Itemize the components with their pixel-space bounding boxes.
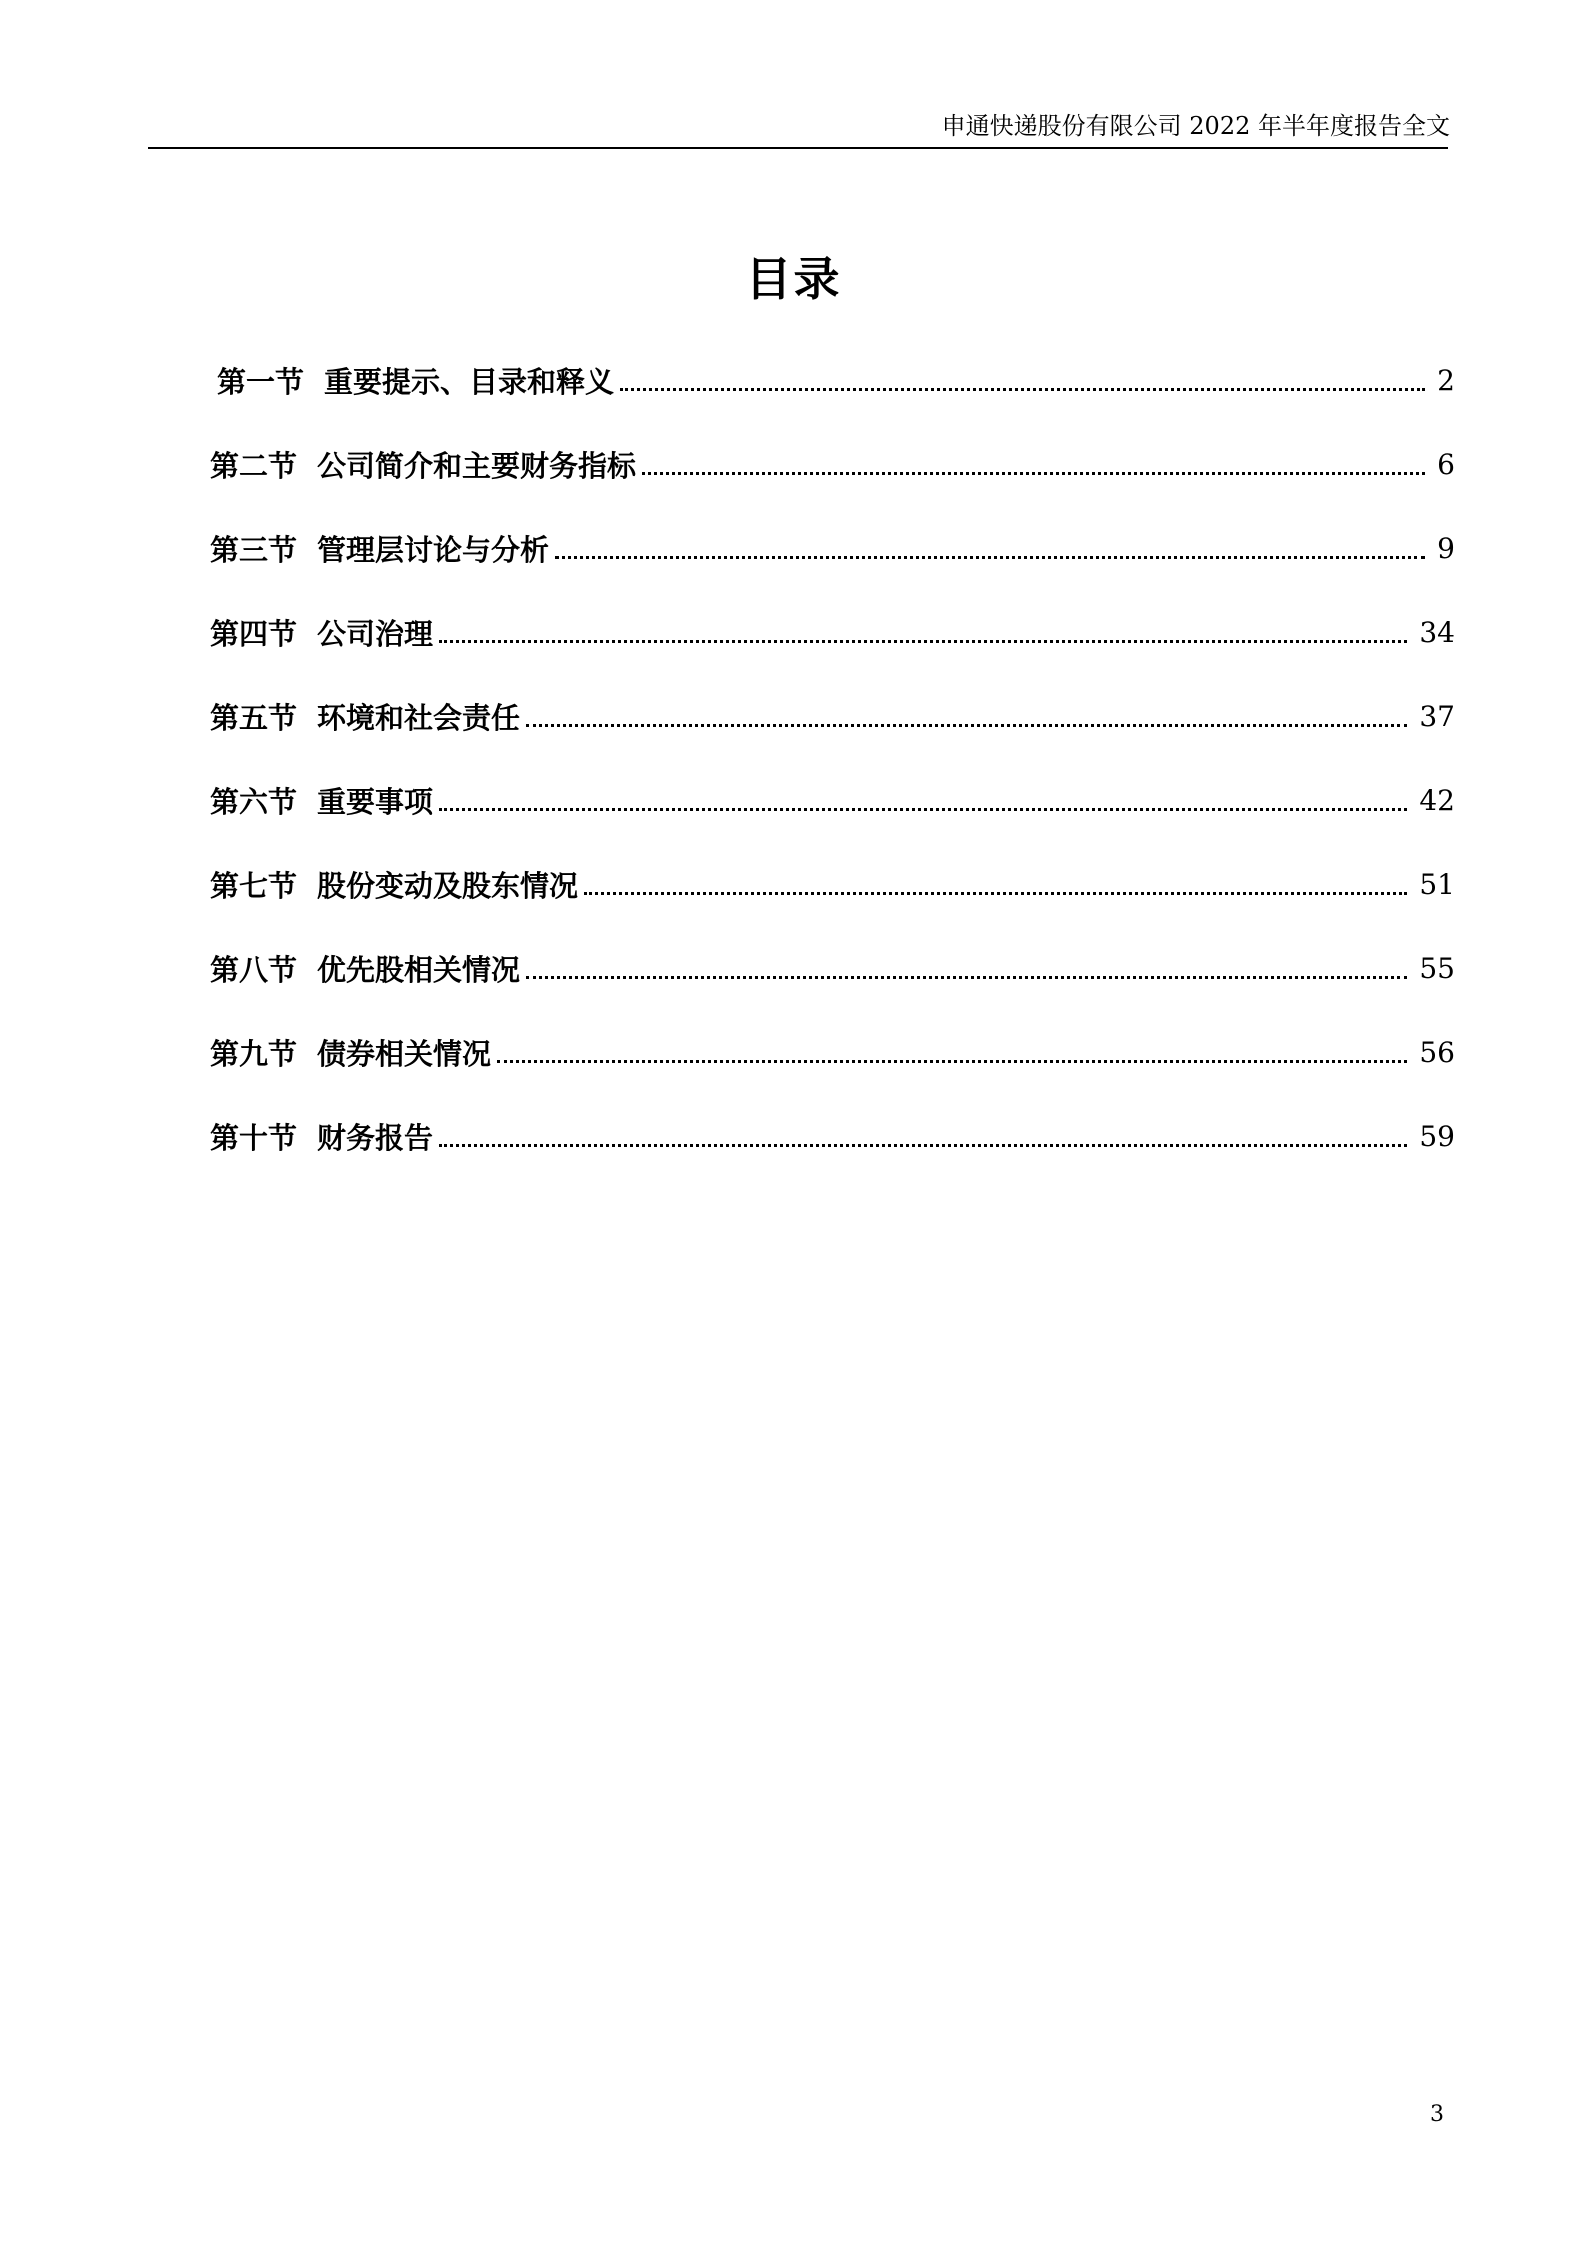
toc-section-title: 股份变动及股东情况: [317, 868, 579, 903]
toc-entry[interactable]: [210, 1010, 1455, 1094]
toc-section-number: 第六节: [210, 784, 298, 819]
toc-page-number: 59: [1419, 1119, 1455, 1153]
dot-leader: [497, 1060, 1407, 1063]
toc-section-title: 公司治理: [317, 616, 434, 651]
toc-section-title: 优先股相关情况: [317, 952, 521, 987]
dot-leader: [439, 1144, 1407, 1147]
toc-entry[interactable]: [210, 758, 1455, 842]
header-rule: [148, 147, 1448, 149]
toc-page-number: 37: [1419, 699, 1455, 733]
toc-entry[interactable]: [210, 506, 1455, 590]
toc-entry[interactable]: [210, 926, 1455, 1010]
table-of-contents: [210, 338, 1455, 1178]
toc-entry[interactable]: [210, 1094, 1455, 1178]
toc-section-title: 管理层讨论与分析: [317, 532, 550, 567]
dot-leader: [584, 892, 1407, 895]
toc-section-number: 第八节: [210, 952, 298, 987]
toc-entry[interactable]: [210, 842, 1455, 926]
toc-section-title: 财务报告: [317, 1120, 434, 1155]
toc-section-number: 第五节: [210, 700, 298, 735]
toc-section-title: 公司简介和主要财务指标: [317, 448, 637, 483]
toc-entry[interactable]: [210, 422, 1455, 506]
dot-leader: [526, 724, 1407, 727]
toc-entry[interactable]: [210, 674, 1455, 758]
toc-page-number: 6: [1437, 447, 1455, 481]
toc-page-number: 55: [1419, 951, 1455, 985]
dot-leader: [439, 808, 1407, 811]
toc-section-title: 重要提示、目录和释义: [324, 364, 615, 399]
toc-entry[interactable]: [210, 338, 1455, 422]
toc-entry[interactable]: [210, 590, 1455, 674]
toc-section-title: 环境和社会责任: [317, 700, 521, 735]
dot-leader: [526, 976, 1407, 979]
toc-section-number: 第四节: [210, 616, 298, 651]
toc-section-number: 第一节: [217, 364, 305, 399]
dot-leader: [555, 556, 1425, 559]
dot-leader: [642, 472, 1425, 475]
toc-title: 目录: [745, 251, 842, 306]
running-header: 申通快递股份有限公司 2022 年半年度报告全文: [941, 112, 1450, 140]
toc-section-number: 第十节: [210, 1120, 298, 1155]
toc-section-title: 重要事项: [317, 784, 434, 819]
toc-section-number: 第三节: [210, 532, 298, 567]
dot-leader: [439, 640, 1407, 643]
toc-page-number: 51: [1419, 867, 1455, 901]
toc-page-number: 42: [1419, 783, 1455, 817]
toc-section-title: 债券相关情况: [317, 1036, 492, 1071]
dot-leader: [620, 388, 1425, 391]
toc-page-number: 2: [1437, 363, 1455, 397]
toc-section-number: 第七节: [210, 868, 298, 903]
toc-page-number: 9: [1437, 531, 1455, 565]
toc-section-number: 第九节: [210, 1036, 298, 1071]
toc-page-number: 34: [1419, 615, 1455, 649]
toc-page-number: 56: [1419, 1035, 1455, 1069]
toc-section-number: 第二节: [210, 448, 298, 483]
page-number: 3: [1430, 2102, 1444, 2127]
